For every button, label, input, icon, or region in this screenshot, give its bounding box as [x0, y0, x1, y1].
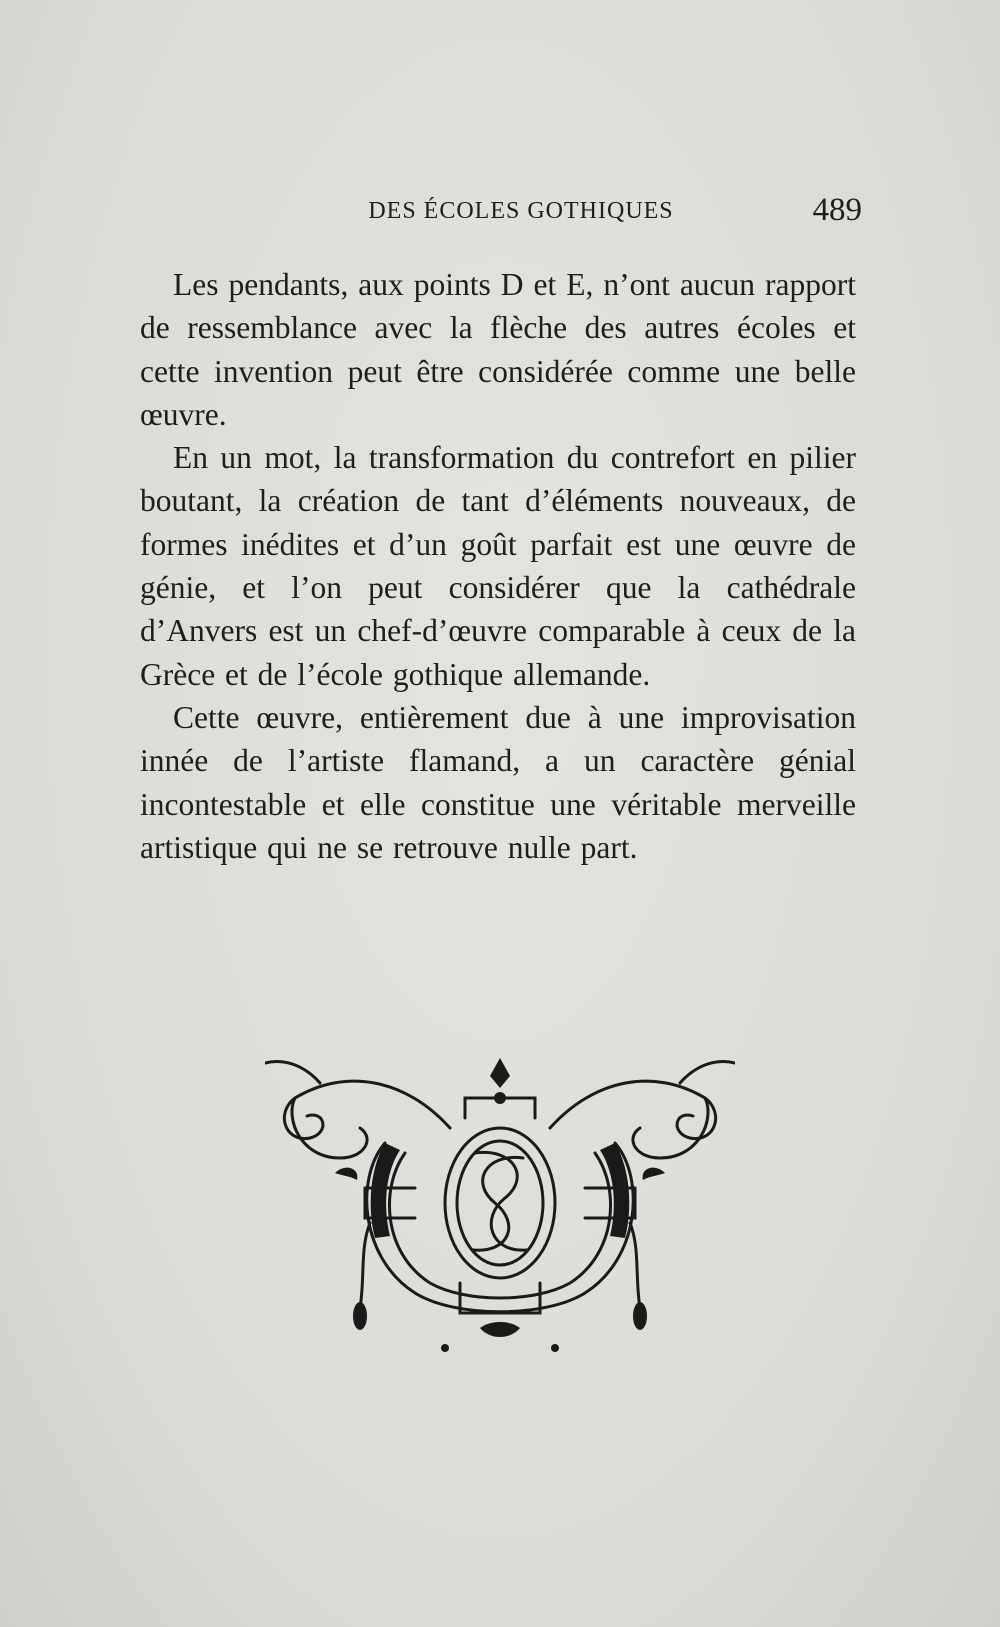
running-head — [140, 192, 862, 232]
paragraph-2: En un mot, la transformation du contrefort en pilier boutant, la création de tant d’éléments nouveaux, de formes inédites et d’un goût parfait est une œuvre de génie, et l’on peut considérer que la cathédrale d’Anvers est un chef-d’œuvre comparable à ceux de la Grèce et de l’école gothique allemande. — [140, 440, 856, 692]
paragraph-3: Cette œuvre, entièrement due à une improvisation innée de l’artiste flamand, a un caractère génial incontestable et elle constitue une véritable merveille artistique qui ne se retrouve nulle part. — [140, 699, 856, 865]
page-number: 489 — [812, 192, 862, 228]
running-title: DES ÉCOLES GOTHIQUES — [368, 198, 674, 224]
paragraph-1: Les pendants, aux points D et E, n’ont aucun rapport de ressemblance avec la flèche des autres écoles et cette invention peut être considérée comme une belle œuvre. — [140, 267, 856, 432]
body-text — [140, 263, 856, 869]
cartouche-ornament-icon — [265, 1058, 735, 1363]
